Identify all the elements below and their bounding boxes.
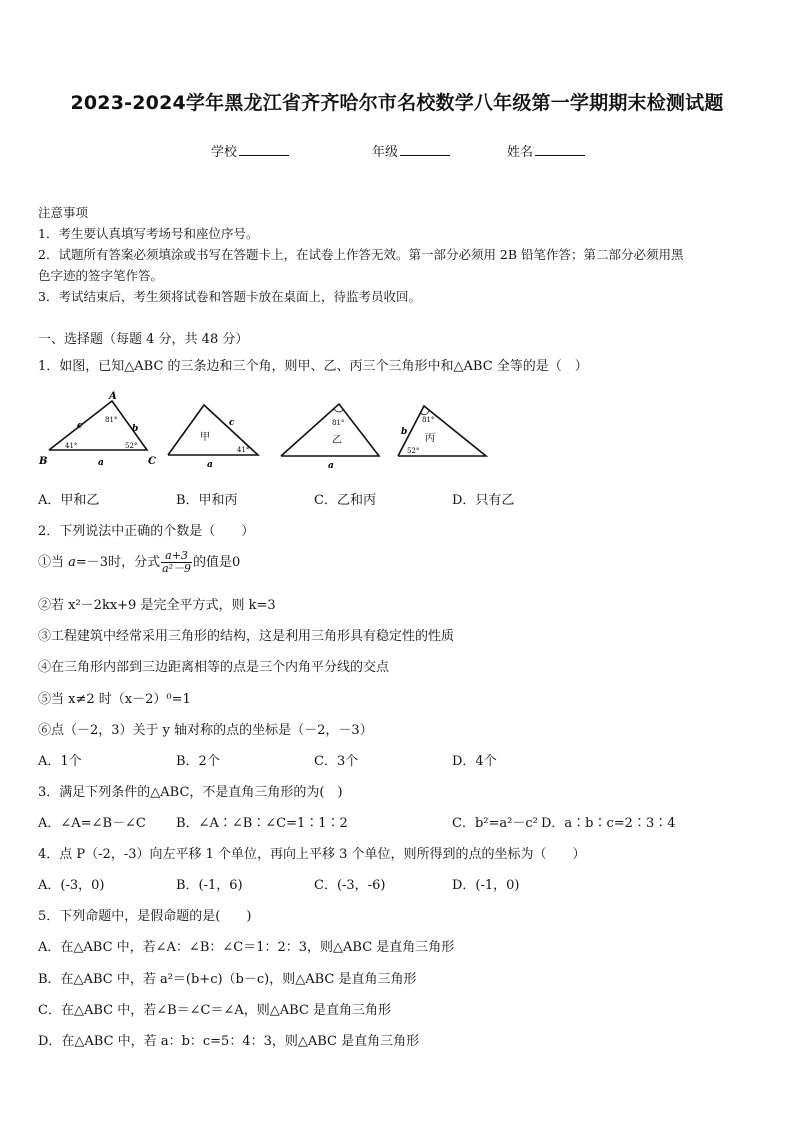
label-b: b [132, 424, 139, 434]
question-2-stem: 2．下列说法中正确的个数是（ ） [38, 524, 255, 539]
fraction-numerator: a+3 [161, 550, 192, 563]
triangle-abc [38, 391, 156, 468]
school-blank[interactable] [239, 143, 289, 156]
label-A: A [109, 391, 117, 402]
grade-label: 年级 [372, 145, 399, 160]
question-4-stem: 4．点 P（-2，-3）向左平移 1 个单位，再向上平移 3 个单位，则所得到的点的坐标为（ ） [38, 847, 586, 862]
yi-angle: 81° [332, 419, 345, 427]
q5-option-b[interactable]: B．在△ABC 中，若 a²＝(b+c)（b－c)，则△ABC 是直角三角形 [38, 972, 417, 987]
q2-statement-2: ②若 x²－2kx+9 是完全平方式，则 k=3 [38, 598, 276, 613]
notice-item: 2．试题所有答案必须填涂或书写在答题卡上，在试卷上作答无效。第一部分必须用 2B 铅笔作答；第二部分必须用黑 [38, 247, 684, 262]
triangle-bing [398, 406, 486, 456]
section-heading: 一、选择题（每题 4 分，共 48 分） [38, 332, 249, 347]
jia-name: 甲 [200, 432, 210, 443]
label-B: B [39, 456, 48, 467]
q2-statement-4: ④在三角形内部到三边距离相等的点是三个内角平分线的交点 [38, 660, 390, 675]
yi-label-a: a [328, 461, 334, 471]
s1-pre: ①当 [38, 555, 69, 570]
q2-option-d[interactable]: D．4个 [452, 754, 497, 769]
notice-item: 色字迹的签字笔作答。 [38, 268, 164, 283]
q2-statement-6: ⑥点（－2，3）关于 y 轴对称的点的坐标是（－2，－3） [38, 723, 373, 738]
angle-A: 81° [105, 416, 118, 424]
q2-statement-5: ⑤当 x≠2 时（x－2）⁰=1 [38, 692, 191, 707]
bing-name: 丙 [425, 433, 435, 444]
question-5-stem: 5．下列命题中，是假命题的是( ) [38, 909, 252, 924]
fraction-denominator: a²－9 [162, 562, 192, 575]
q2-option-b[interactable]: B．2个 [176, 754, 220, 769]
triangle-yi [281, 404, 379, 471]
notice-item: 1．考生要认真填写考场号和座位序号。 [38, 226, 259, 241]
s1-post: 的值是0 [193, 555, 241, 570]
q2-statement-3: ③工程建筑中经常采用三角形的结构，这是利用三角形具有稳定性的性质 [38, 629, 455, 644]
q2-option-c[interactable]: C．3个 [314, 754, 359, 769]
q1-triangles-figure [34, 388, 494, 472]
yi-name: 乙 [332, 435, 342, 446]
triangle-jia [168, 405, 258, 470]
angle-C: 52° [125, 442, 138, 450]
q5-option-c[interactable]: C．在△ABC 中，若∠B＝∠C＝∠A，则△ABC 是直角三角形 [38, 1003, 392, 1018]
question-3-stem: 3．满足下列条件的△ABC，不是直角三角形的为( ) [38, 785, 343, 800]
name-blank[interactable] [535, 143, 585, 156]
label-C: C [148, 456, 156, 467]
q1-option-b[interactable]: B．甲和丙 [176, 493, 238, 508]
q3-option-b[interactable]: B．∠A∶∠B∶∠C=1∶1∶2 [176, 816, 348, 831]
q2-statement-1 [38, 550, 240, 575]
jia-angle: 41° [237, 446, 250, 454]
q4-option-a[interactable]: A．(-3，0) [38, 878, 105, 893]
school-label: 学校 [211, 145, 238, 160]
grade-field[interactable] [372, 141, 450, 160]
label-c: c [77, 421, 83, 431]
grade-blank[interactable] [400, 143, 450, 156]
q3-option-a[interactable]: A．∠A=∠B－∠C [38, 816, 146, 831]
page-title: 2023-2024学年黑龙江省齐齐哈尔市名校数学八年级第一学期期末检测试题 [70, 92, 724, 114]
label-a: a [98, 458, 104, 468]
bing-angle-1: 81° [422, 416, 435, 424]
q4-option-d[interactable]: D．(-1，0) [452, 878, 520, 893]
q5-option-a[interactable]: A．在△ABC 中，若∠A：∠B：∠C＝1：2：3，则△ABC 是直角三角形 [38, 940, 455, 955]
fraction [161, 550, 192, 575]
q5-option-d[interactable]: D．在△ABC 中，若 a：b：c=5：4：3，则△ABC 是直角三角形 [38, 1034, 420, 1049]
name-label: 姓名 [507, 145, 534, 160]
q3-option-c[interactable]: C．b²=a²－c² [452, 816, 538, 831]
jia-label-c: c [229, 418, 235, 428]
name-field[interactable] [507, 141, 585, 160]
s1-mid: =－3时，分式 [75, 555, 161, 570]
school-field[interactable] [211, 141, 289, 160]
bing-label-b: b [401, 427, 408, 437]
s1-var: a [68, 555, 76, 570]
q2-option-a[interactable]: A．1个 [38, 754, 82, 769]
notice-item: 3．考试结束后，考生须将试卷和答题卡放在桌面上，待监考员收回。 [38, 289, 421, 304]
q4-option-b[interactable]: B．(-1，6) [176, 878, 243, 893]
notice-heading: 注意事项 [38, 205, 89, 220]
bing-angle-2: 52° [407, 447, 420, 455]
jia-label-a: a [207, 460, 213, 470]
q1-option-a[interactable]: A．甲和乙 [38, 493, 100, 508]
q4-option-c[interactable]: C．(-3，-6) [314, 878, 386, 893]
q1-option-d[interactable]: D．只有乙 [452, 493, 515, 508]
q3-option-d[interactable]: D．a∶b∶c=2∶3∶4 [541, 816, 676, 831]
question-1-stem: 1．如图，已知△ABC 的三条边和三个角，则甲、乙、丙三个三角形中和△ABC 全等的是（ ） [38, 359, 588, 374]
q1-option-c[interactable]: C．乙和丙 [314, 493, 376, 508]
angle-B: 41° [65, 442, 78, 450]
